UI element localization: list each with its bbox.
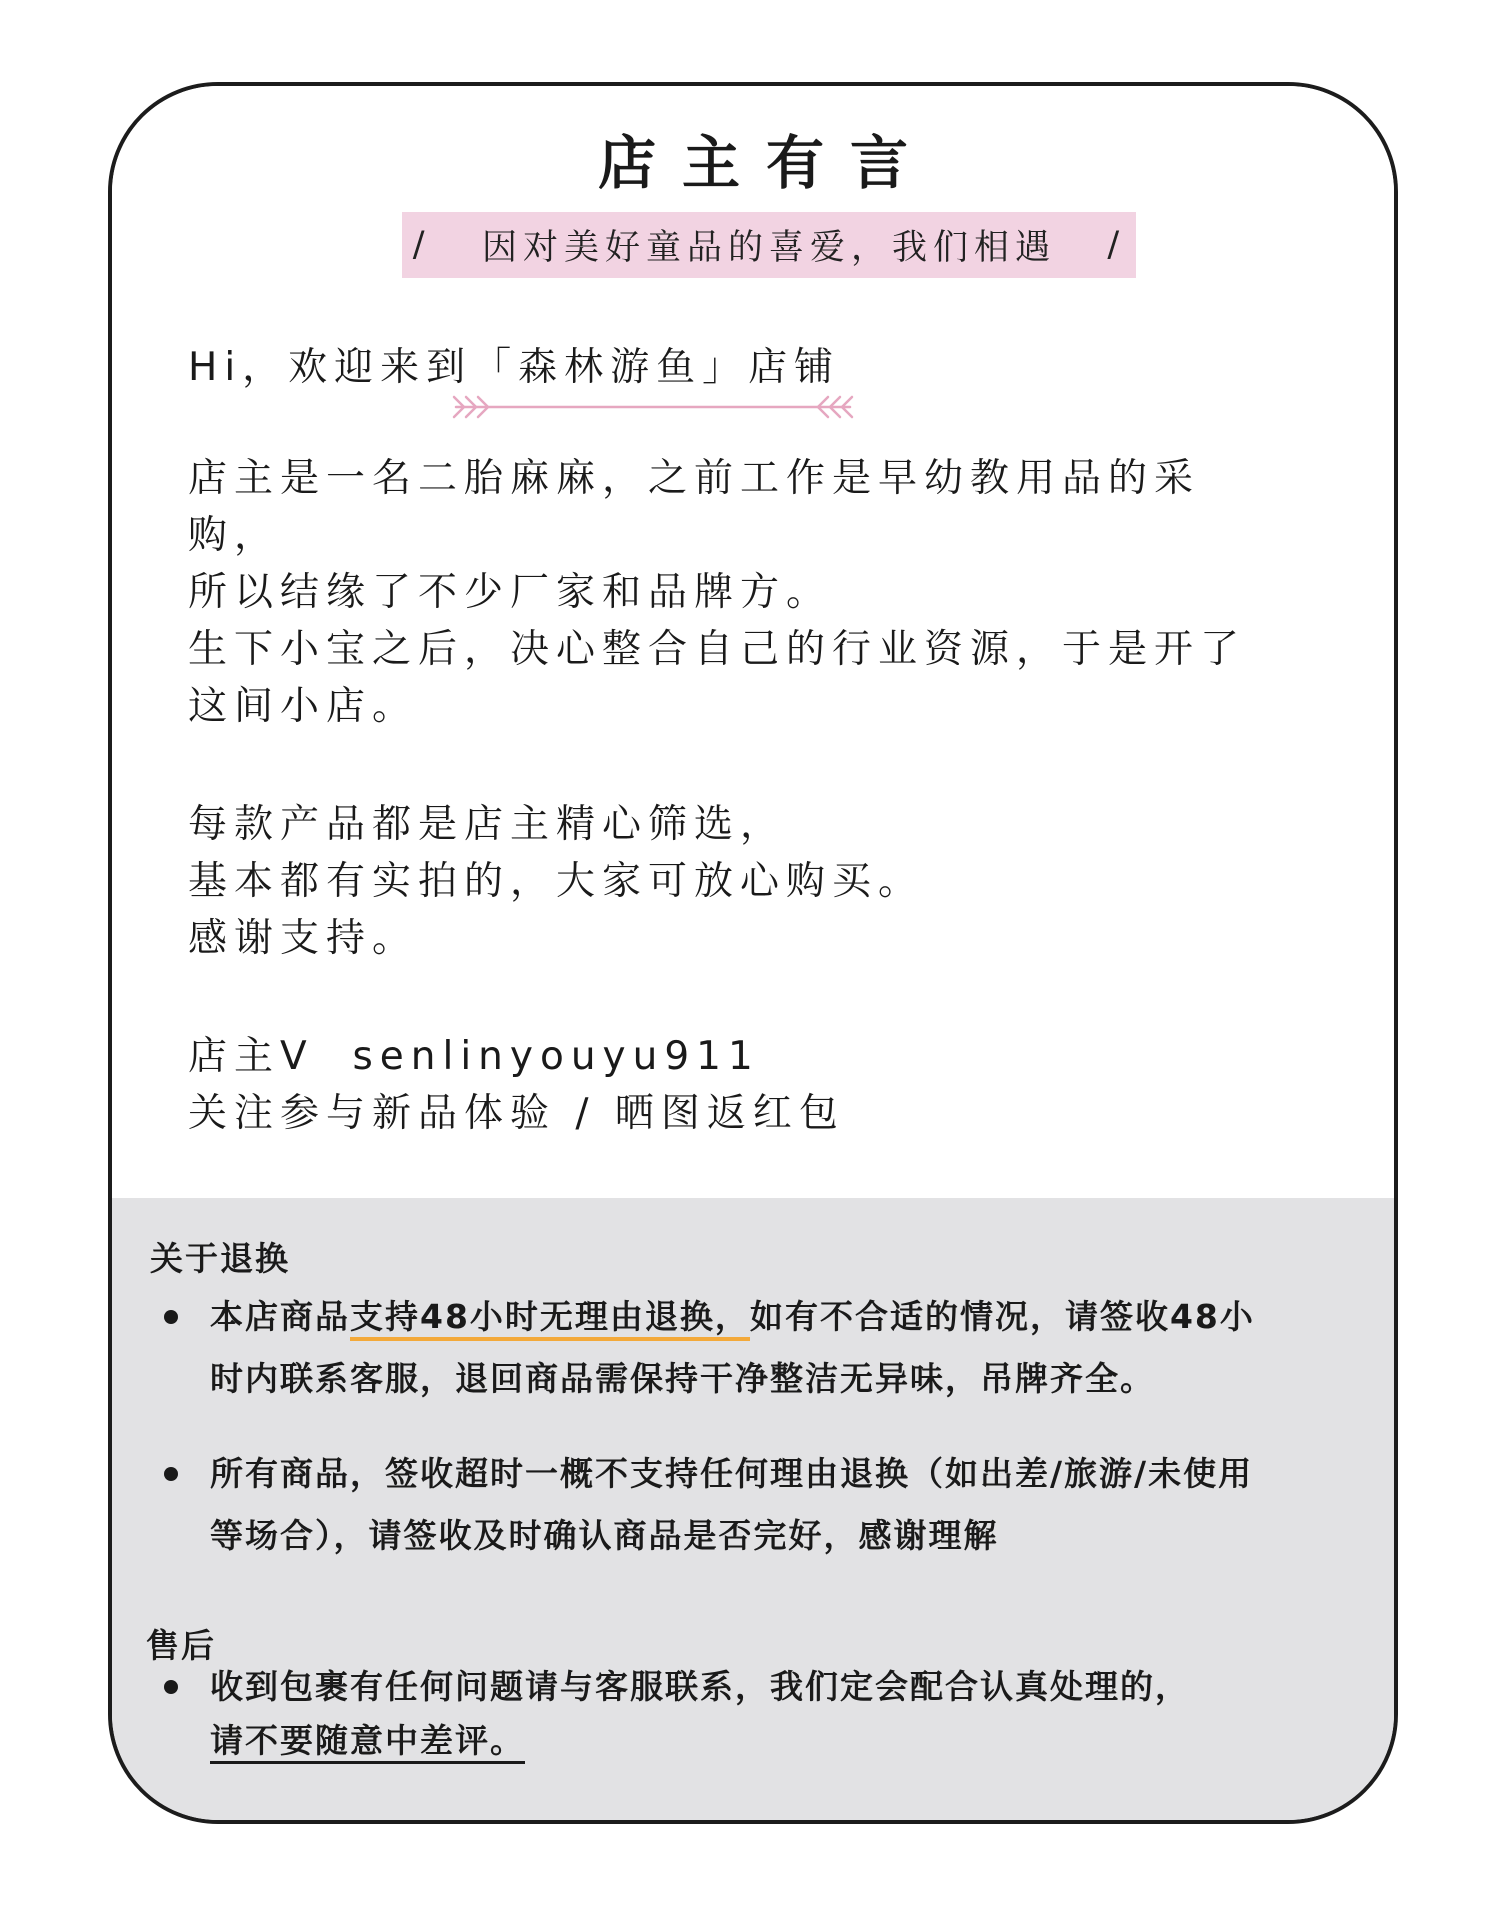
notice-card xyxy=(108,82,1398,1824)
contact-paragraph xyxy=(188,1028,845,1142)
greeting-text: Hi，欢迎来到「森林游鱼」店铺 xyxy=(188,345,841,390)
quality-paragraph xyxy=(188,796,924,967)
contact-promo: 关注参与新品体验 / 晒图返红包 xyxy=(188,1091,845,1136)
returns-bullet-1-pre: 本店商品 xyxy=(210,1297,350,1336)
quality-line: 基本都有实拍的，大家可放心购买。 xyxy=(188,859,925,904)
bullet-dot xyxy=(164,1467,178,1481)
returns-bullet-1-post: 如有不合适的情况，请签收48小 xyxy=(749,1297,1255,1336)
contact-wechat: 店主V senlinyouyu911 xyxy=(188,1034,760,1079)
intro-paragraph xyxy=(188,450,1246,735)
no-bad-review-note: 请不要随意中差评。 xyxy=(210,1721,525,1764)
returns-bullet-2-line2: 等场合），请签收及时确认商品是否完好，感谢理解 xyxy=(210,1516,999,1555)
intro-line: 生下小宝之后，决心整合自己的行业资源，于是开了 xyxy=(188,627,1247,672)
bullet-dot xyxy=(164,1310,178,1324)
intro-line: 购， xyxy=(188,513,281,558)
intro-line: 所以结缘了不少厂家和品牌方。 xyxy=(188,570,833,615)
after-sales-line1: 收到包裹有任何问题请与客服联系，我们定会配合认真处理的， xyxy=(210,1667,1190,1706)
intro-line: 店主是一名二胎麻麻，之前工作是早幼教用品的采 xyxy=(188,456,1201,501)
returns-bullet-2-line1: 所有商品，签收超时一概不支持任何理由退换（如出差/旅游/未使用 xyxy=(210,1454,1254,1493)
bullet-dot xyxy=(164,1680,178,1694)
intro-line: 这间小店。 xyxy=(188,684,419,729)
returns-48h-highlight: 支持48小时无理由退换， xyxy=(350,1297,750,1341)
decorative-arrow-divider xyxy=(442,392,864,422)
subtitle-band xyxy=(402,212,1136,278)
subtitle-left-slash: / xyxy=(412,225,431,265)
returns-title: 关于退换 xyxy=(150,1239,290,1278)
subtitle-right-slash: / xyxy=(1107,225,1126,265)
quality-line: 每款产品都是店主精心筛选， xyxy=(188,802,787,847)
returns-bullet-1-line2: 时内联系客服，退回商品需保持干净整洁无异味，吊牌齐全。 xyxy=(210,1359,1155,1398)
intro-panel xyxy=(112,86,1394,1198)
after-sales-title: 售后 xyxy=(146,1626,216,1665)
policy-panel xyxy=(112,1198,1394,1820)
page-title: 店主有言 xyxy=(597,129,934,197)
subtitle-text: 因对美好童品的喜爱，我们相遇 xyxy=(481,228,1056,268)
quality-line: 感谢支持。 xyxy=(188,916,419,961)
